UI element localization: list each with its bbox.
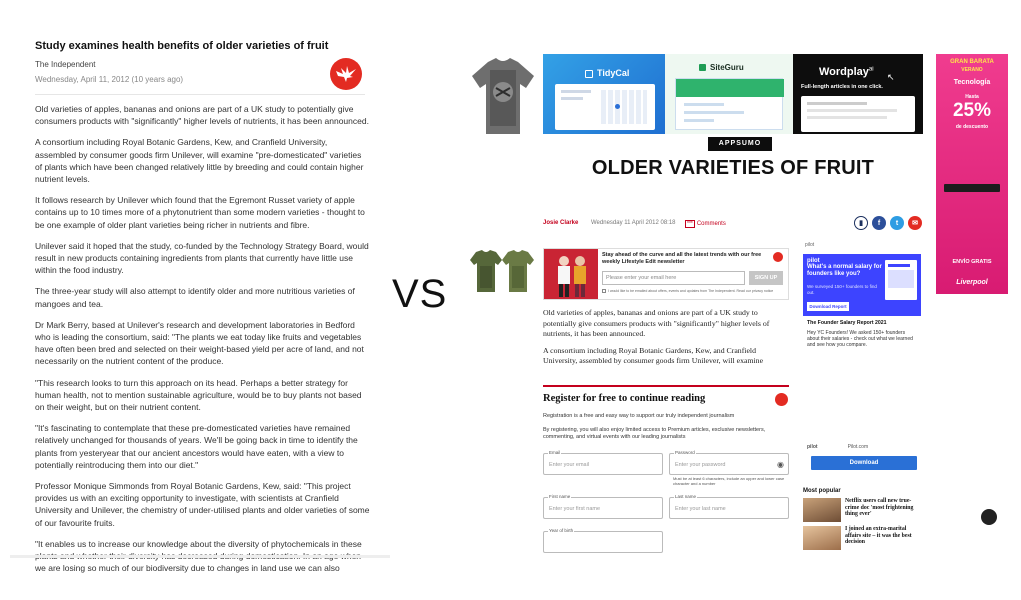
article-timestamp: Wednesday 11 April 2012 08:18 [591, 220, 676, 226]
article-thumbnail [803, 526, 841, 550]
checkbox-icon[interactable] [602, 289, 606, 293]
first-name-field[interactable] [543, 494, 663, 519]
author-link[interactable]: Josie Clarke [543, 220, 579, 226]
consent-text: I would like to be emailed about offers, events and updates from The Independent. Read our privacy notice [608, 289, 774, 293]
eagle-icon [335, 65, 357, 83]
password-requirements: Must be at least 6 characters, include an upper and lower case character and a number [673, 476, 785, 486]
pilot-ad-headline: What's a normal salary for founders like you? [807, 264, 882, 277]
independent-eagle-logo-small [775, 393, 788, 406]
wordplay-tagline: Full-length articles in one click. [801, 84, 883, 90]
article-byline [543, 216, 928, 236]
paragraph: Dr Mark Berry, based at Unilever's research and development laboratories in Bedford who is leading the consortium, said: "The plants we eat today like fruits and vegetables have often been bred and selected on their weight-based yield per acre of land, and not necessarily on the nutrient content of the produce. [35, 319, 364, 367]
list-item[interactable] [803, 526, 923, 552]
paragraph: "It enables us to increase our knowledge about the diversity of phytochemicals in these we are losing so much of our biodiversity due to changes in land use we can also [35, 538, 362, 574]
wordplay-name [819, 66, 874, 78]
pilot-ad-brand: pilot [807, 258, 820, 264]
article-title: Study examines health benefits of older varieties of fruit [35, 40, 329, 52]
tidycal-name: TidyCal [597, 68, 630, 78]
side-ad-brand: Liverpool [956, 279, 988, 286]
article-body [543, 308, 788, 373]
newsletter-illustration [544, 249, 598, 299]
password-placeholder: Enter your password [675, 462, 726, 468]
paragraph: Old varieties of apples, bananas and onions are part of a UK study to potentially give consumers products with "significantly" higher levels of nutrients, it has been announced. [543, 308, 770, 338]
most-popular-title[interactable]: I joined an extra-marital affairs site – it was the best decision [845, 526, 912, 545]
side-ad-line: VERANO [961, 67, 983, 73]
list-item[interactable] [803, 498, 923, 524]
year-of-birth-field[interactable] [543, 528, 663, 553]
article-body [35, 103, 370, 584]
tshirt-pair-ad-image[interactable] [470, 248, 536, 294]
website-view-panel [468, 52, 1016, 545]
download-report-button[interactable]: Download Report [807, 302, 849, 311]
password-field[interactable] [669, 450, 789, 475]
pilot-url-text: Pilot.com [847, 444, 869, 450]
independent-eagle-logo-small [773, 252, 783, 262]
register-subheading: Registration is a free and easy way to support our truly independent journalism [543, 413, 735, 419]
liverpool-side-ad[interactable] [936, 54, 1008, 294]
tidycal-screenshot [555, 84, 655, 130]
siteguru-icon [699, 64, 706, 71]
email-icon[interactable]: ✉ [908, 216, 922, 230]
last-name-placeholder: Enter your last name [675, 506, 726, 512]
newsletter-signup-button[interactable]: SIGN UP [749, 271, 783, 285]
independent-eagle-logo [330, 58, 362, 90]
tshirt-ad-image[interactable] [470, 56, 536, 136]
first-name-label: First name [549, 494, 571, 499]
vs-label: VS [392, 272, 448, 316]
registration-wall [543, 385, 789, 545]
twitter-icon[interactable]: t [890, 216, 904, 230]
email-field[interactable] [543, 450, 663, 475]
email-placeholder: Enter your email [549, 462, 590, 468]
register-heading: Register for free to continue reading [543, 393, 706, 404]
side-ad-line: Tecnología [953, 79, 991, 86]
paragraph: Unilever said it hoped that the study, co-funded by the Technology Strategy Board, would result in new products containing ingredients from plants that currently have little use within the food industry. [35, 240, 369, 276]
last-name-field[interactable] [669, 494, 789, 519]
side-ad-line: GRAN BARATA [950, 59, 994, 65]
paragraph: Professor Monique Simmonds from Royal Botanic Gardens, Kew, said: "This project provides us with an exciting opportunity to investigate, with scientists at Cranfield University and Unilever, the chemistry of under-utilised plants and older varieties of some of our favourite fruits. [35, 481, 370, 528]
tidycal-icon [585, 70, 593, 78]
wordplay-name-text: Wordplay [819, 66, 869, 78]
paragraph: It follows research by Unilever which found that the Egremont Russet variety of apple contains up to 10 times more of a phytonutrient than some modern varieties - thought to be one example of older plant varieties being richer in nutrients and fibre. [35, 195, 365, 230]
report-title: The Founder Salary Report 2021 [807, 320, 887, 326]
most-popular-title[interactable]: Netflix users call new true-crime doc 'most frightening thing ever' [845, 498, 914, 517]
siteguru-ad[interactable] [665, 54, 793, 134]
password-label: Password [675, 450, 695, 455]
newsletter-email-input[interactable]: Please enter your email here [602, 271, 745, 285]
last-name-label: Last name [675, 494, 697, 499]
newsletter-text: Stay ahead of the curve and all the latest trends with our free weekly Lifestyle Edit newsletter [602, 252, 762, 265]
panel-bottom-edge [10, 555, 390, 558]
comments-label: Comments [696, 221, 726, 227]
divider [35, 94, 365, 95]
pilot-url [807, 444, 868, 450]
paragraph: "It's fascinating to contemplate that these pre-domesticated varieties have remained relatively unchanged for thousands of years. We'll be going back in time to identify the plants from yesteryear that our ancient ancestors would have eaten, with a view to potentially reintroducing them into our diet." [35, 423, 358, 470]
side-ad-line: Hasta [965, 94, 979, 100]
appsumo-label[interactable]: APPSUMO [708, 137, 772, 151]
most-popular-section [803, 488, 923, 545]
side-ad-line: de descuento [955, 124, 989, 130]
article-headline: OLDER VARIETIES OF FRUIT [591, 157, 875, 179]
first-name-placeholder: Enter your first name [549, 506, 601, 512]
pilot-ad-subline: We surveyed 150+ founders to find out. [807, 284, 877, 295]
side-ad-envio: ENVÍO GRATIS [952, 259, 992, 265]
pilot-ad[interactable] [803, 242, 923, 477]
report-description: Hey YC Founders! We asked 150+ founders about their salaries - check out what we learned and see how you compare. [807, 330, 913, 348]
newsletter-signup-box [543, 248, 789, 300]
pilot-ad-brand-small: pilot [805, 242, 815, 248]
paragraph: A consortium including Royal Botanic Gardens, Kew, and Cranfield University, assembled by consumer goods firm Unilever, will examine "pre-domesticated" varieties of plants which have been changed relatively little by breeding and could contain higher nutrient levels. [35, 137, 364, 185]
most-popular-heading: Most popular [803, 488, 841, 494]
reader-view-panel [10, 0, 390, 574]
siteguru-screenshot [675, 78, 783, 130]
top-ad-banner[interactable] [543, 54, 923, 134]
comments-link[interactable] [685, 220, 726, 228]
email-label: Email [549, 450, 561, 455]
wordplay-ad[interactable] [793, 54, 923, 134]
scroll-indicator-icon[interactable] [981, 509, 997, 525]
bookmark-icon[interactable]: ▮ [854, 216, 868, 230]
paragraph: Old varieties of apples, bananas and onions are part of a UK study to potentially give consumers products with "significantly" higher levels of nutrients, it has been announced. [35, 104, 369, 127]
paragraph: The three-year study will also attempt to identify older and more nutritious varieties of mangoes and tea. [35, 286, 355, 309]
report-cover-image [885, 260, 917, 300]
article-source[interactable]: The Independent [35, 60, 96, 69]
newsletter-consent-checkbox[interactable] [602, 289, 787, 293]
year-of-birth-label: Year of birth [549, 528, 574, 533]
tidycal-ad[interactable] [543, 54, 665, 134]
paragraph: "This research looks to turn this approach on its head. Perhaps a better strategy for human health, not to mention sustainable agriculture, would be to buy plants not based on their weight, but on their nutrient content. [35, 377, 362, 413]
download-button[interactable]: Download [811, 456, 917, 470]
comments-icon: *** [687, 221, 693, 227]
article-date: Wednesday, April 11, 2012 (10 years ago) [35, 75, 184, 84]
facebook-icon[interactable]: f [872, 216, 886, 230]
paragraph: A consortium including Royal Botanic Gardens, Kew, and Cranfield University, assembled by consumer goods firm Unilever, will examine [543, 345, 764, 365]
register-description: By registering, you will also enjoy limited access to Premium articles, exclusive newsletters, commenting, and virtual events with our leading journalists [543, 427, 766, 440]
eye-icon[interactable]: ◉ [777, 460, 784, 469]
cursor-icon: ↖ [887, 72, 895, 82]
siteguru-name: SiteGuru [710, 63, 744, 72]
wordplay-screenshot [801, 96, 915, 132]
keyboard-image [944, 184, 1000, 192]
side-ad-percent: 25% [952, 100, 992, 121]
article-thumbnail [803, 498, 841, 522]
wordplay-sup: ai [868, 66, 874, 73]
pilot-url-logo: pilot [807, 444, 818, 450]
